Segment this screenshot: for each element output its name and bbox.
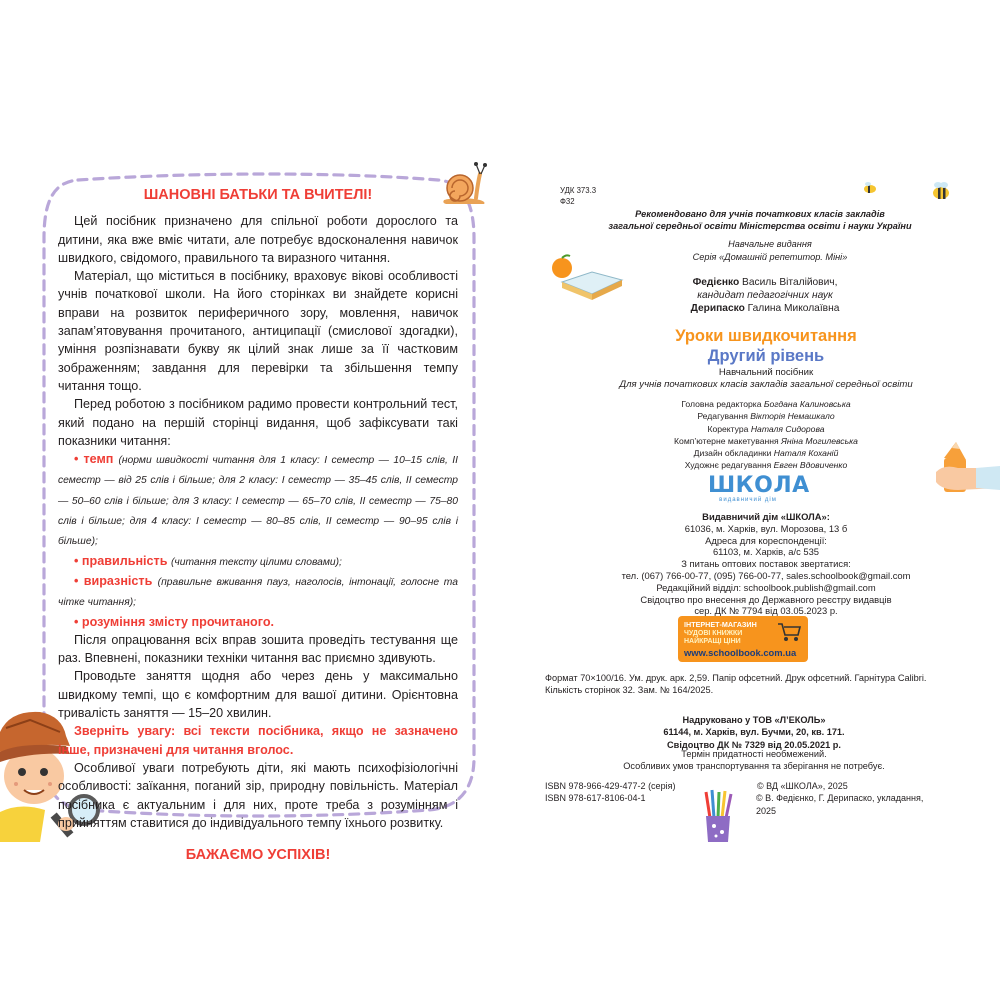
- publisher-info: [560, 511, 972, 617]
- author-degree: кандидат педагогічних наук: [697, 290, 833, 301]
- metric-name: розуміння змісту прочитаного.: [81, 614, 275, 629]
- print-format: [545, 672, 963, 697]
- recommendation-line: Рекомендовано для учнів початкових класів закладів: [635, 209, 885, 219]
- certificate-line: Свідоцтво про внесення до Державного реєстру видавців: [640, 593, 892, 605]
- parents-teachers-note: [58, 186, 458, 864]
- staff-row: [560, 435, 972, 447]
- staff-role: Коректура: [707, 423, 751, 434]
- editorial-staff: [560, 398, 972, 472]
- classification-codes: [560, 185, 596, 207]
- bullet-icon: •: [74, 614, 79, 629]
- recommendation-line: загальної середньої освіти Міністерства освіти і науки України: [608, 221, 912, 231]
- isbn-copyright: [545, 780, 945, 817]
- publisher-name: Видавничий дім «ШКОЛА»:: [702, 511, 830, 522]
- bee-icon: [862, 182, 878, 194]
- isbn: ISBN 978-966-429-477-2 (серія): [545, 781, 676, 791]
- author-name: Василь Віталійович,: [739, 277, 838, 288]
- bullet-icon: •: [74, 553, 79, 568]
- isbn: ISBN 978-617-8106-04-1: [545, 793, 646, 804]
- reading-metric-item: [58, 552, 458, 572]
- bullet-icon: •: [74, 573, 79, 588]
- certificate-line: сер. ДК № 7794 від 03.05.2023 р.: [694, 605, 838, 617]
- subtitle-line: Для учнів початкових класів закладів загальної середньої освіти: [619, 379, 913, 390]
- format-line: Кількість сторінок 32. Зам. № 164/2025.: [545, 685, 714, 696]
- logo-subtext: видавничий дім: [719, 497, 777, 503]
- series: Серія «Домашній репетитор. Міні»: [692, 252, 848, 262]
- paragraph: Проводьте заняття щодня або через день у максимально швидкому темпі, що є комфортним для вашої дитини. Орієнтовна тривалість заняття — 15–20 хвилин.: [58, 669, 458, 721]
- book-subtitle: [560, 367, 972, 391]
- cart-icon: [776, 620, 802, 642]
- editorial-email: Редакційний відділ: schoolbook.publish@gmail.com: [656, 581, 876, 593]
- staff-row: [560, 410, 972, 422]
- staff-row: [560, 447, 972, 459]
- reading-metric-item: [58, 613, 458, 631]
- copyright: © ВД «ШКОЛА», 2025: [757, 781, 848, 791]
- note-title: ШАНОВНІ БАТЬКИ ТА ВЧИТЕЛІ!: [143, 187, 373, 203]
- staff-name: Наталя Сидорова: [750, 423, 825, 434]
- paragraph: Після опрацювання всіх вправ зошита проведіть тестування ще раз. Впевнені, показники техніки читання вас приємно здивують.: [58, 632, 458, 666]
- staff-role: Головна редакторка: [681, 399, 764, 409]
- storage-terms: [545, 748, 963, 773]
- staff-name: Наталя Коханій: [773, 448, 839, 459]
- closing-wish: БАЖАЄМО УСПІХІВ!: [185, 847, 331, 864]
- corr-address: 61103, м. Харків, а/с 535: [712, 546, 820, 558]
- staff-row: [560, 423, 972, 435]
- staff-role: Комп’ютерне макетування: [674, 435, 782, 446]
- staff-name: Вікторія Немашкало: [750, 411, 835, 422]
- f-code: Ф32: [560, 197, 575, 206]
- hand-with-pencil-illustration: [936, 438, 1000, 500]
- paragraph: Особливої уваги потребують діти, які мають психофізіологічні особливості: заїкання, поганий зір, природну повільність. Матеріал посібника є актуальним і для них, проте треба з розумінням і прийняттям ставитися до індивідуального темпу їхнього розвитку.: [58, 760, 458, 830]
- author-surname: Дерипаско: [690, 303, 745, 314]
- staff-row: [560, 459, 972, 471]
- term-line: Особливих умов транспортування та зберігання не потребує.: [623, 761, 885, 772]
- staff-role: Редагування: [697, 411, 751, 422]
- reading-metric-item: [58, 572, 458, 613]
- corr-label: Адреса для кореспонденції:: [705, 534, 827, 546]
- printer-info: [545, 714, 963, 751]
- edition-type: Навчальне видання: [728, 239, 812, 249]
- paragraph: Матеріал, що міститься в посібнику, враховує вікові особливості учнів початкової школи. На його сторінках ви знайдете корисні вправи на розвиток периферичного зору, мовлення, навичок запам’ятовування прочитаного, антиципації (смислової здогадки), уміння розпізнавати букву як цілий знак лише за її частковим зображенням; завдання для перевірки та збільшення темпу читання тощо.: [58, 269, 458, 393]
- logo-text: ШКОЛА: [708, 473, 810, 498]
- recommendation: [560, 208, 960, 232]
- metric-note: (читання тексту цілими словами);: [170, 556, 342, 568]
- staff-name: Евген Вдовиченко: [773, 460, 848, 471]
- staff-name: Богдана Калиновська: [763, 399, 851, 409]
- staff-role: Художнє редагування: [684, 460, 774, 471]
- metric-name: правильність: [81, 553, 168, 568]
- subtitle-line: Навчальний посібник: [718, 367, 814, 378]
- paragraph: Цей посібник призначено для спільної роботи дорослого та дитини, яка вже вміє читати, але потребує вдосконалення навичок швидкого, свідомого, правильного та виразного читання.: [58, 214, 458, 265]
- staff-name: Яніна Могилевська: [781, 435, 858, 446]
- paragraph: Перед роботою з посібником радимо провести контрольний тест, який подано на першій сторінці видання, щоб зафіксувати такі показники читання:: [58, 397, 458, 448]
- printer-line: 61144, м. Харків, вул. Бучми, 20, кв. 171.: [663, 727, 845, 738]
- staff-role: Дизайн обкладинки: [693, 448, 774, 459]
- book-title: Уроки швидкочитання: [675, 327, 857, 345]
- metric-note: (норми швидкості читання для 1 класу: I семестр — 10–15 слів, II семестр — від 25 слів і більше; для 2 класу: I семестр — 35–45 слів, II семестр — 50–60 слів і більше; для 3 класу: I семестр — 65–70 слів, II семестр — 75–80 слів і більше; для 4 класу: I семестр — 80–85 слів, II семестр — 90–95 слів і більше);: [58, 455, 459, 548]
- author-name: Галина Миколаївна: [744, 303, 840, 314]
- printer-line: Надруковано у ТОВ «Л’ЕКОЛЬ»: [682, 715, 826, 725]
- online-shop-banner[interactable]: [678, 616, 808, 662]
- shop-line: ЧУДОВІ КНИЖКИ: [684, 630, 743, 637]
- metric-note: (правильне вживання пауз, наголосів, інтонації, голосне та чітке читання);: [58, 576, 458, 609]
- format-line: Формат 70×100/16. Ум. друк. арк. 2,59. Папір офсетний. Друк офсетний. Гарнітура Calibri.: [545, 673, 927, 683]
- author-surname: Федієнко: [692, 277, 740, 288]
- authors: [600, 276, 930, 315]
- shop-line: ІНТЕРНЕТ-МАГАЗИН: [684, 620, 757, 629]
- bullet-icon: •: [74, 452, 79, 467]
- bee-icon: [930, 180, 952, 202]
- reading-metric-item: [58, 450, 458, 551]
- printer-line: Свідоцтво ДК № 7329 від 20.05.2021 р.: [667, 739, 841, 750]
- contact-phones: тел. (067) 766-00-77, (095) 766-00-77, sales.schoolbook@gmail.com: [621, 569, 911, 581]
- copyright: © В. Федієнко, Г. Дерипаско, укладання, 2025: [756, 793, 924, 816]
- shop-url: www.schoolbook.com.ua: [684, 647, 797, 658]
- wholesale-line: З питань оптових поставок звертатися:: [681, 558, 851, 570]
- pencil-cup-illustration: [700, 788, 736, 844]
- shop-line: НАЙКРАЩІ ЦІНИ: [684, 638, 741, 645]
- publisher-address: 61036, м. Харків, вул. Морозова, 13 б: [684, 522, 848, 534]
- term-line: Термін придатності необмежений.: [681, 749, 827, 759]
- metric-name: виразність: [83, 573, 153, 588]
- book-level: Другий рівень: [707, 347, 825, 365]
- warning-text: Зверніть увагу: всі тексти посібника, якщо не зазначено інше, призначені для читання вголос.: [58, 724, 458, 757]
- metric-name: темп: [83, 452, 114, 467]
- staff-row: [560, 398, 972, 410]
- udk-code: УДК 373.3: [560, 186, 597, 195]
- publisher-logo: [708, 473, 810, 508]
